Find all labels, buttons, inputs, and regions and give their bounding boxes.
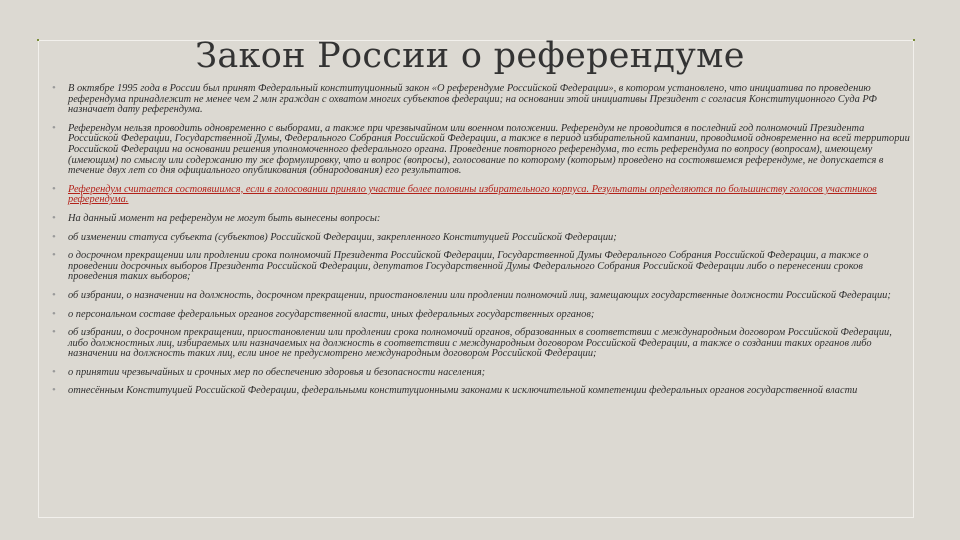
item-text: об избрании, о досрочном прекращении, приостановлении или продлении срока полномочий органов, образованных в соответствии с международным договором Российской Федерации, либо должностных лиц, избираемых или назначаемых на должность в соответствии с международным договором Российской Федерации, а также о создании таких органов либо назначении на должность таких лиц, если иное не предусмотрено международным договором Российской Федерации; (68, 327, 892, 360)
item-text: отнесённым Конституцией Российской Федерации, федеральными конституционными законами к исключительной компетенции федеральных органов государственной власти (68, 385, 858, 397)
list-item (50, 84, 912, 116)
item-text: о персональном составе федеральных органов государственной власти, иных федеральных государственных органов; (68, 308, 595, 320)
bullet-list (50, 84, 912, 405)
item-text: о досрочном прекращении или продлении срока полномочий Президента Российской Федерации, Государственной Думы Федерального Собрания Российской Федерации, а также о проведении досрочных выборов Президента Российской Федерации, депутатов Государственной Думы Федерального Собрания Российской Федерации либо о перенесении сроков проведения таких выборов; (68, 250, 869, 283)
bullet-icon: • (52, 326, 56, 339)
bullet-icon: • (52, 211, 56, 224)
list-item (50, 251, 912, 283)
item-text: об изменении статуса субъекта (субъектов) Российской Федерации, закрепленного Конституцией Российской Федерации; (68, 231, 617, 243)
bullet-icon: • (52, 182, 56, 195)
bullet-icon: • (52, 365, 56, 378)
list-item (50, 230, 912, 244)
bullet-icon: • (52, 288, 56, 301)
list-item (50, 386, 912, 397)
slide-title: Закон России о референдуме (195, 36, 745, 76)
list-item (50, 121, 912, 177)
bullet-icon: • (52, 121, 56, 134)
item-text: Референдум нельзя проводить одновременно с выборами, а также при чрезвычайном или военном положении. Референдум не проводится в последний год полномочий Президента Российской Федерации, Государственной Думы, Федерального Собрания Российской Федерации, а также в период избирательной кампании, проводимой одновременно на всей территории Российской Федерации на основании решения уполномоченного федерального органа. Проведение повторного референдума, то есть референдума по вопросу (вопросам), имеющему (имеющим) по смыслу или содержанию ту же формулировку, что и вопрос (вопросы), голосование по которому (которым) проведено на состоявшемся референдуме, не допускается в течение двух лет со дня официального опубликования (обнародования) его результатов. (68, 122, 910, 177)
list-item (50, 211, 912, 225)
list-item (50, 307, 912, 321)
item-text: Референдум считается состоявшимся, если в голосовании приняло участие более половины избирательного корпуса. Результаты определяются по большинству голосов участников референдума. (68, 183, 877, 206)
list-item (50, 365, 912, 379)
item-text: о принятии чрезвычайных и срочных мер по обеспечению здоровья и безопасности населения; (68, 366, 486, 378)
bullet-icon: • (52, 384, 56, 397)
list-item (50, 328, 912, 360)
item-text: об избрании, о назначении на должность, досрочном прекращении, приостановлении или продлении полномочий лиц, замещающих государственные должности Российской Федерации; (68, 289, 891, 301)
bullet-icon: • (52, 249, 56, 262)
list-item (50, 288, 912, 302)
highlighted-list-item (50, 182, 912, 206)
bullet-icon: • (52, 307, 56, 320)
item-text: На данный момент на референдум не могут быть вынесены вопросы: (68, 212, 381, 224)
bullet-icon: • (52, 82, 56, 94)
item-text: В октябре 1995 года в России был принят Федеральный конституционный закон «О референдуме Российской Федерации», в котором установлено, что инициатива по проведению референдума принадлежит не менее чем 2 млн граждан с охватом многих субъектов федерации; на основании этой инициативы Президент с согласия Конституционного Суда РФ назначает дату референдума. (68, 83, 877, 116)
bullet-icon: • (52, 230, 56, 243)
